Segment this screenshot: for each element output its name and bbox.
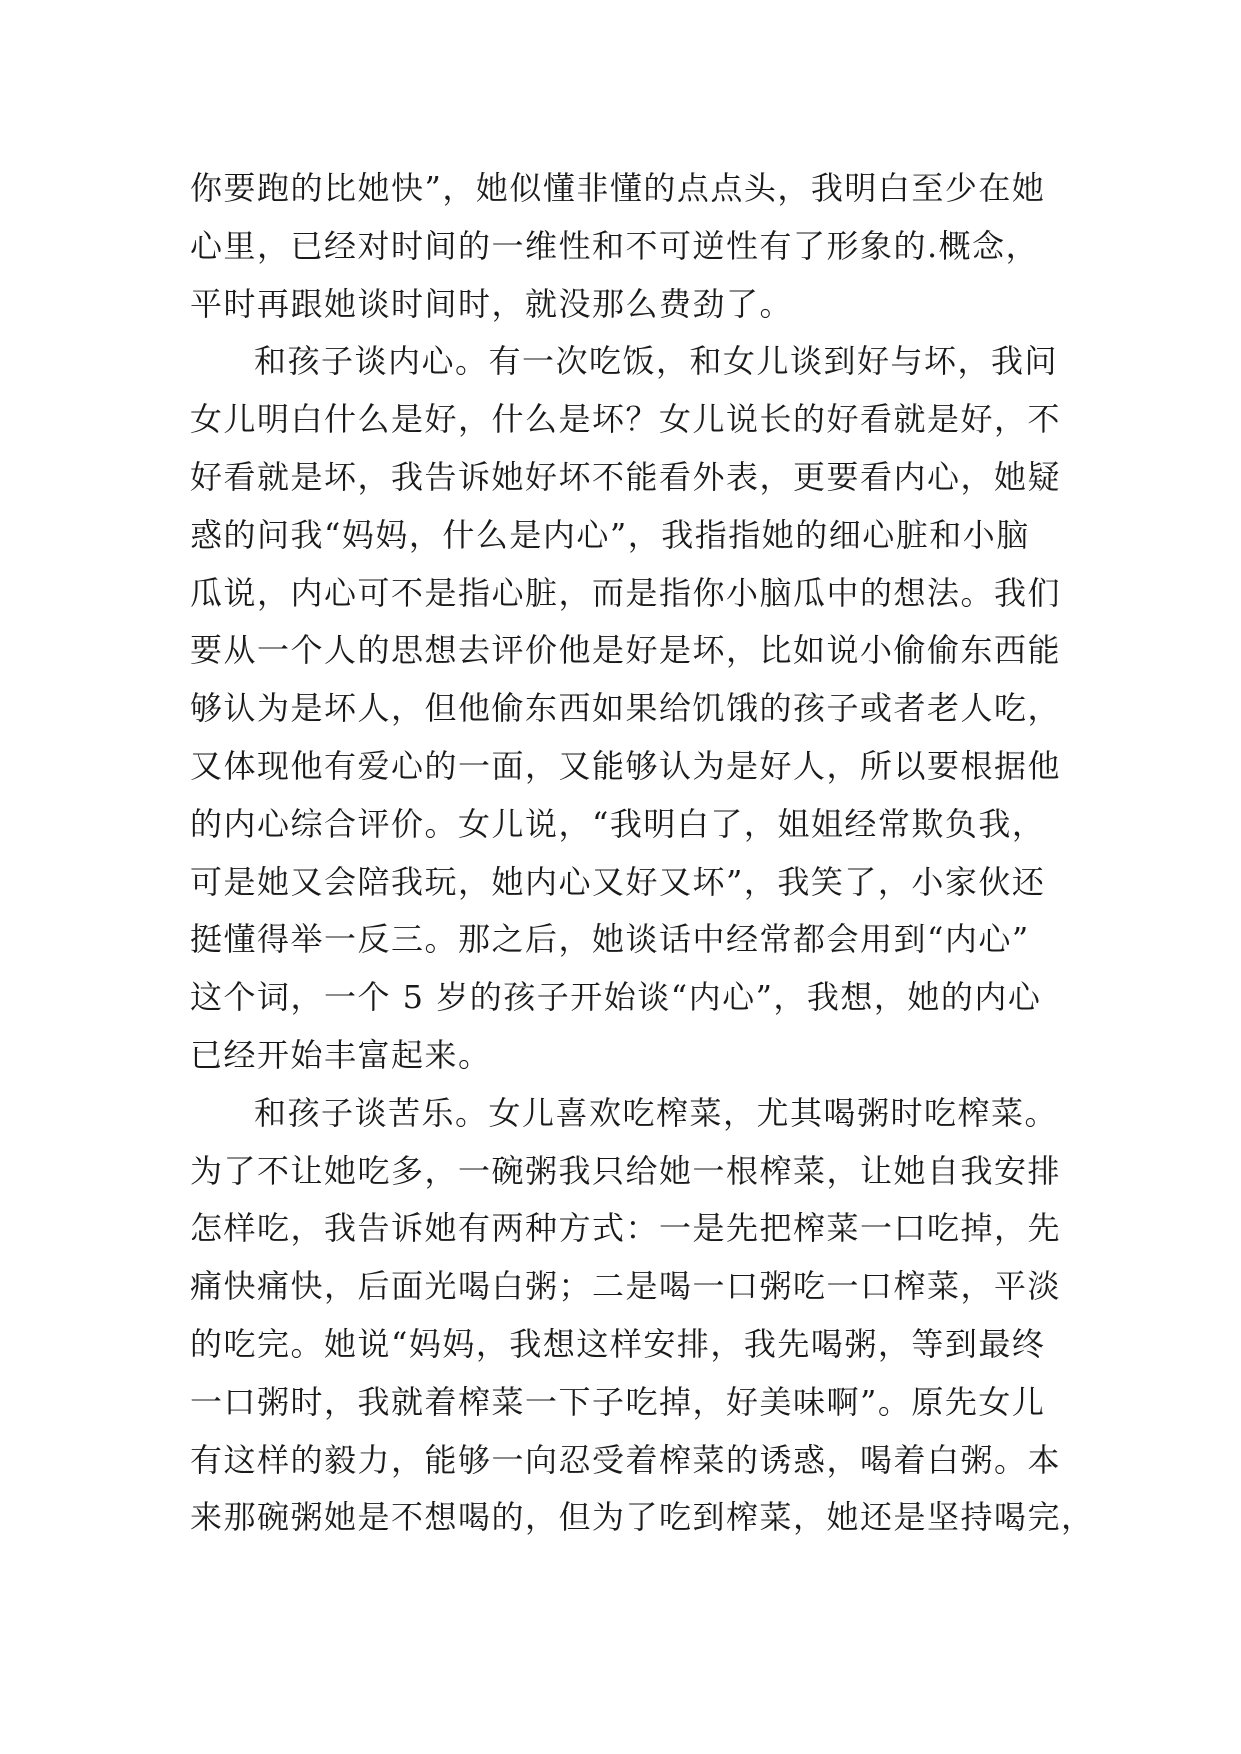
text-line: 的吃完。她说“妈妈，我想这样安排，我先喝粥，等到最终 [190, 1324, 1046, 1363]
text-line: 可是她又会陪我玩，她内心又好又坏”，我笑了，小家伙还 [190, 862, 1046, 901]
text-line: 这个词，一个 5 岁的孩子开始谈“内心”，我想，她的内心 [190, 978, 1042, 1017]
paragraph-start-line: 和孩子谈内心。有一次吃饭，和女儿谈到好与坏，我问 [254, 342, 1059, 381]
text-line: 已经开始丰富起来。 [190, 1035, 492, 1074]
text-line: 一口粥时，我就着榨菜一下子吃掉，好美味啊”。原先女儿 [190, 1382, 1046, 1421]
text-line: 惑的问我“妈妈，什么是内心”，我指指她的细心脏和小脑 [190, 515, 1030, 554]
text-line: 心里，已经对时间的一维性和不可逆性有了形象的.概念， [190, 226, 1040, 265]
text-line: 的内心综合评价。女儿说，“我明白了，姐姐经常欺负我， [190, 804, 1046, 843]
text-line: 痛快痛快，后面光喝白粥；二是喝一口粥吃一口榨菜，平淡 [190, 1267, 1062, 1306]
body-text [190, 160, 1095, 1547]
text-line: 女儿明白什么是好，什么是坏？女儿说长的好看就是好，不 [190, 400, 1062, 439]
text-line: 怎样吃，我告诉她有两种方式：一是先把榨菜一口吃掉，先 [190, 1209, 1062, 1248]
text-line: 挺懂得举一反三。那之后，她谈话中经常都会用到“内心” [190, 920, 1030, 959]
text-line: 有这样的毅力，能够一向忍受着榨菜的诱惑，喝着白粥。本 [190, 1440, 1062, 1479]
text-line: 够认为是坏人，但他偷东西如果给饥饿的孩子或者老人吃， [190, 689, 1062, 728]
paragraph-start-line: 和孩子谈苦乐。女儿喜欢吃榨菜，尤其喝粥时吃榨菜。 [254, 1093, 1059, 1132]
text-line: 为了不让她吃多，一碗粥我只给她一根榨菜，让她自我安排 [190, 1151, 1062, 1190]
text-line: 瓜说，内心可不是指心脏，而是指你小脑瓜中的想法。我们 [190, 573, 1062, 612]
text-line: 来那碗粥她是不想喝的，但为了吃到榨菜，她还是坚持喝完， [190, 1498, 1095, 1537]
text-line: 好看就是坏，我告诉她好坏不能看外表，更要看内心，她疑 [190, 457, 1062, 496]
text-line: 要从一个人的思想去评价他是好是坏，比如说小偷偷东西能 [190, 631, 1062, 670]
text-line: 你要跑的比她快”，她似懂非懂的点点头，我明白至少在她 [190, 169, 1046, 207]
text-line: 平时再跟她谈时间时，就没那么费劲了。 [190, 284, 794, 323]
text-line: 又体现他有爱心的一面，又能够认为是好人，所以要根据他 [190, 746, 1062, 785]
